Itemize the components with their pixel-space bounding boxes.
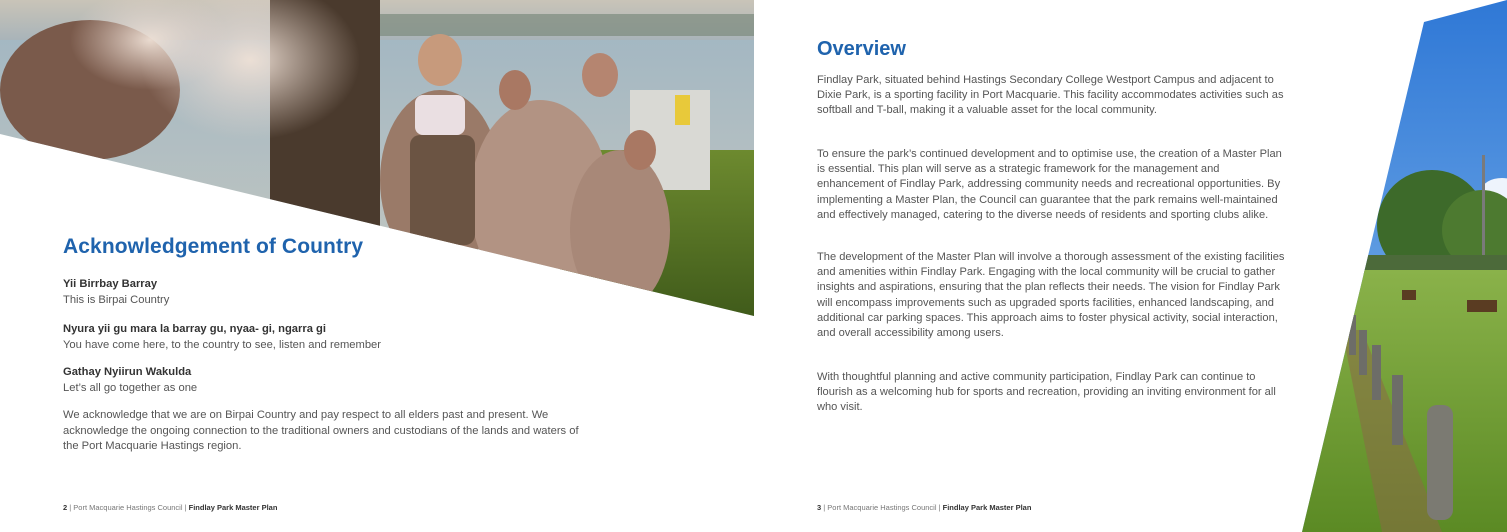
ack-language-line: Nyura yii gu mara la barray gu, nyaa- gi, ngarra gi — [63, 323, 326, 335]
ack-language-line: Gathay Nyiirun Wakulda — [63, 366, 192, 378]
footer-document-title: Findlay Park Master Plan — [942, 503, 1032, 512]
overview-paragraph: Findlay Park, situated behind Hastings Secondary College Westport Campus and adjacent to Dixie Park, is a sporting facility in Port Macquarie. This facility accommodates activities such as softball and T-ball, making it a valuable asset for the local community. — [817, 74, 1284, 117]
footer-document-title: Findlay Park Master Plan — [188, 503, 278, 512]
overview-paragraph: With thoughtful planning and active community participation, Findlay Park can continue to flourish as a welcoming hub for sports and recreation, providing an inviting environment for all who visit. — [817, 371, 1276, 414]
ceremony-photo — [0, 0, 754, 318]
footer-organisation: | Port Macquarie Hastings Council | — [69, 503, 187, 512]
page-footer — [817, 503, 1031, 512]
overview-paragraph: To ensure the park’s continued development and to optimise use, the creation of a Master Plan is essential. This plan will serve as a strategic framework for the management and enhancement of Findlay Park, addressing community needs and recreational opportunities. By implementing a Master Plan, the Council can guarantee that the park remains well-maintained and effectively managed, catering to the diverse needs of residents and sporting clubs alike. — [817, 148, 1282, 221]
page-number: 2 — [63, 503, 68, 512]
ack-block — [63, 277, 603, 308]
acknowledgement-title: Acknowledgement of Country — [63, 235, 364, 258]
page-footer — [63, 503, 277, 512]
ack-language-line: Yii Birrbay Barray — [63, 278, 158, 290]
ack-block — [63, 322, 603, 353]
footer-organisation: | Port Macquarie Hastings Council | — [823, 503, 941, 512]
ack-translation-line: This is Birpai Country — [63, 293, 170, 306]
ack-translation-line: Let’s all go together as one — [63, 381, 198, 394]
overview-title: Overview — [817, 38, 906, 60]
ack-translation-line: You have come here, to the country to see, listen and remember — [63, 338, 381, 351]
acknowledgement-paragraph: We acknowledge that we are on Birpai Country and pay respect to all elders past and present. We acknowledge the ongoing connection to the traditional owners and custodians of the lands and waters of the Port Macquarie Hastings region. — [63, 409, 579, 452]
page-number: 3 — [817, 503, 822, 512]
right-page — [754, 0, 1507, 532]
ack-block — [63, 365, 603, 396]
park-photo — [1302, 0, 1507, 532]
overview-paragraph: The development of the Master Plan will involve a thorough assessment of the existing facilities and amenities within Findlay Park. Engaging with the local community will be crucial to gather insights and aspirations, ensuring that the plan reflects their needs. The vision for Findlay Park will encompass improvements such as upgraded sports facilities, enhanced landscaping, and additional car parking spaces. This approach aims to foster physical activity, social interaction, and overall accessibility among users. — [817, 251, 1285, 340]
